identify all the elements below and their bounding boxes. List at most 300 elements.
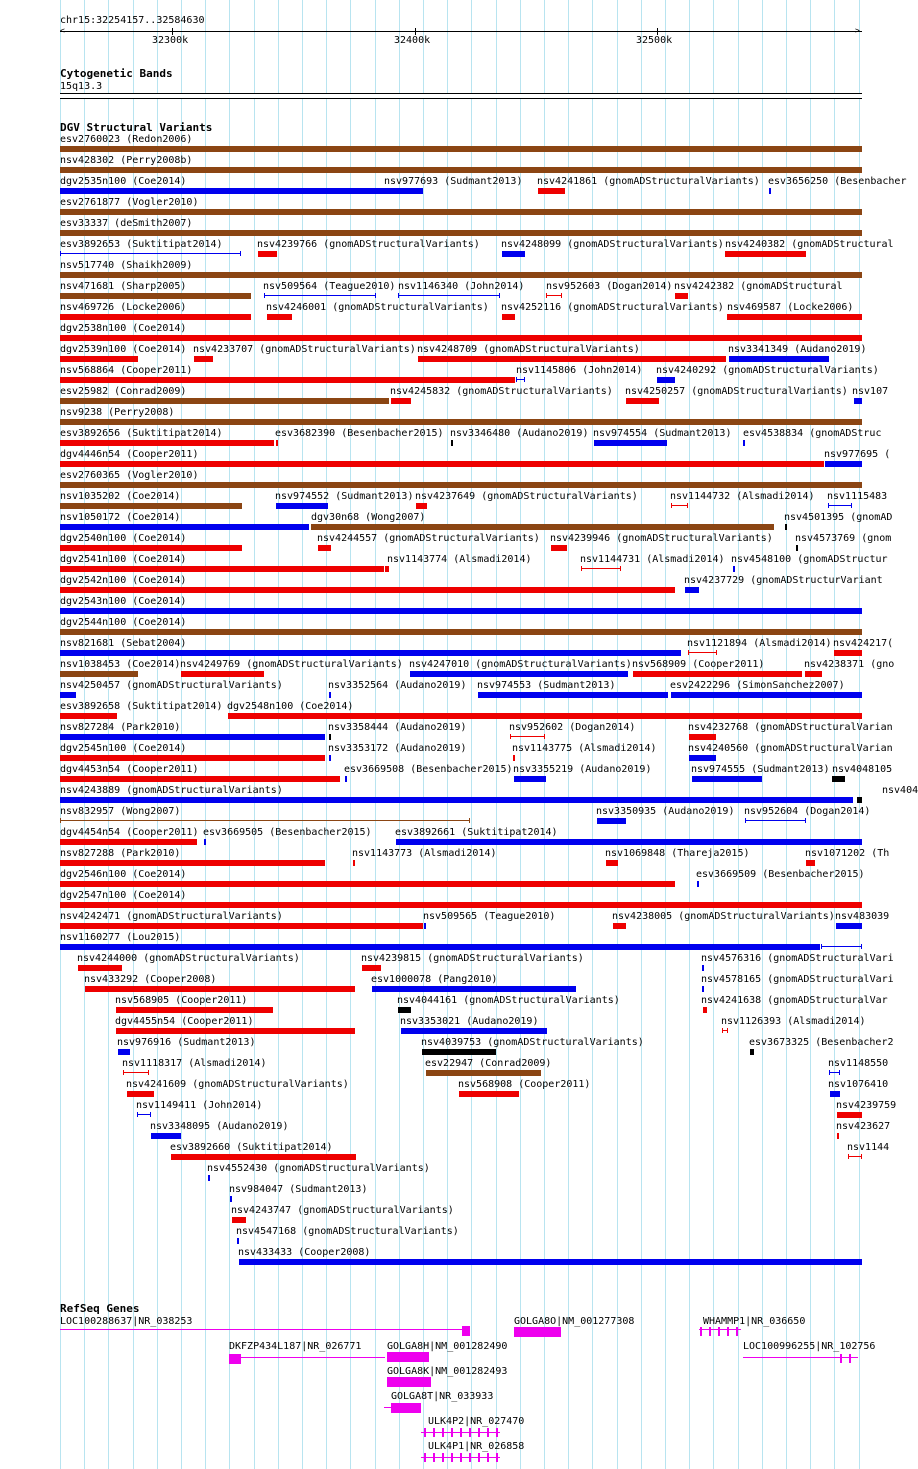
- feature-bar[interactable]: [743, 440, 745, 446]
- feature-bar[interactable]: [60, 545, 242, 551]
- gene-label[interactable]: LOC100996255|NR_102756: [743, 1341, 876, 1352]
- feature-label[interactable]: nsv1144731 (Alsmadi2014): [580, 554, 725, 565]
- feature-bar[interactable]: [729, 356, 829, 362]
- feature-bar[interactable]: [60, 923, 423, 929]
- feature-bar[interactable]: [806, 860, 815, 866]
- feature-bar[interactable]: [276, 503, 328, 509]
- feature-bar[interactable]: [60, 440, 274, 446]
- feature-bar[interactable]: [750, 1049, 754, 1055]
- feature-label[interactable]: nsv952603 (Dogan2014): [546, 281, 673, 292]
- feature-bar[interactable]: [613, 923, 626, 929]
- feature-bar[interactable]: [194, 356, 213, 362]
- feature-label[interactable]: dgv2548n100 (Coe2014): [227, 701, 354, 712]
- gene-label[interactable]: LOC100288637|NR_038253: [60, 1316, 193, 1327]
- feature-label[interactable]: nsv977693 (Sudmant2013): [384, 176, 523, 187]
- feature-label[interactable]: nsv4232768 (gnomADStructuralVarian: [688, 722, 893, 733]
- feature-label[interactable]: dgv2545n100 (Coe2014): [60, 743, 187, 754]
- gene-exon[interactable]: [514, 1327, 561, 1337]
- feature-bar[interactable]: [727, 314, 862, 320]
- feature-span[interactable]: [137, 1114, 151, 1115]
- feature-label[interactable]: nsv433292 (Cooper2008): [84, 974, 217, 985]
- feature-label[interactable]: nsv4252116 (gnomADStructuralVariants): [501, 302, 724, 313]
- feature-span[interactable]: [264, 295, 376, 296]
- feature-label[interactable]: esv3656250 (Besenbacher: [768, 176, 907, 187]
- feature-bar[interactable]: [703, 1007, 707, 1013]
- feature-bar[interactable]: [451, 440, 453, 446]
- feature-bar[interactable]: [385, 566, 389, 572]
- feature-label[interactable]: nsv4242471 (gnomADStructuralVariants): [60, 911, 283, 922]
- feature-bar[interactable]: [834, 650, 862, 656]
- feature-label[interactable]: nsv3348095 (Audano2019): [150, 1121, 289, 1132]
- feature-label[interactable]: nsv4244557 (gnomADStructuralVariants): [317, 533, 540, 544]
- feature-span[interactable]: [828, 505, 852, 506]
- feature-bar[interactable]: [60, 671, 138, 677]
- feature-bar[interactable]: [837, 1133, 839, 1139]
- gene-exon[interactable]: [391, 1403, 421, 1413]
- feature-label[interactable]: nsv4243889 (gnomADStructuralVariants): [60, 785, 283, 796]
- feature-label[interactable]: nsv1143773 (Alsmadi2014): [352, 848, 497, 859]
- gene-exon-ticks[interactable]: [840, 1354, 858, 1363]
- feature-label[interactable]: nsv404: [882, 785, 918, 796]
- feature-label[interactable]: esv3892656 (Suktitipat2014): [60, 428, 223, 439]
- feature-label[interactable]: nsv1038453 (Coe2014): [60, 659, 181, 670]
- feature-bar[interactable]: [502, 314, 515, 320]
- feature-label[interactable]: dgv4454n54 (Cooper2011): [60, 827, 199, 838]
- feature-label[interactable]: nsv4245832 (gnomADStructuralVariants): [390, 386, 613, 397]
- gene-exon-ticks[interactable]: [424, 1428, 500, 1437]
- feature-label[interactable]: dgv4446n54 (Cooper2011): [60, 449, 199, 460]
- feature-label[interactable]: nsv4246001 (gnomADStructuralVariants): [266, 302, 489, 313]
- feature-bar[interactable]: [60, 272, 862, 278]
- feature-bar[interactable]: [671, 692, 862, 698]
- feature-label[interactable]: dgv2538n100 (Coe2014): [60, 323, 187, 334]
- feature-bar[interactable]: [60, 629, 862, 635]
- feature-bar[interactable]: [116, 1007, 273, 1013]
- feature-bar[interactable]: [318, 545, 331, 551]
- feature-label[interactable]: esv3892660 (Suktitipat2014): [170, 1142, 333, 1153]
- gene-label[interactable]: GOLGA8T|NR_033933: [391, 1391, 494, 1402]
- feature-label[interactable]: nsv4240292 (gnomADStructuralVariants): [656, 365, 879, 376]
- feature-bar[interactable]: [401, 1028, 547, 1034]
- gene-exon[interactable]: [387, 1377, 431, 1387]
- feature-label[interactable]: nsv423627: [836, 1121, 891, 1132]
- feature-bar[interactable]: [60, 650, 681, 656]
- gene-label[interactable]: ULK4P1|NR_026858: [428, 1441, 525, 1452]
- feature-bar[interactable]: [60, 356, 138, 362]
- feature-span[interactable]: [510, 736, 545, 737]
- gene-exon-ticks[interactable]: [700, 1327, 741, 1336]
- feature-span[interactable]: [546, 295, 562, 296]
- gene-label[interactable]: DKFZP434L187|NR_026771: [229, 1341, 362, 1352]
- feature-bar[interactable]: [60, 524, 309, 530]
- feature-label[interactable]: nsv1118317 (Alsmadi2014): [122, 1058, 267, 1069]
- feature-label[interactable]: esv1000078 (Pang2010): [371, 974, 498, 985]
- gene-label[interactable]: GOLGA8O|NM_001277308: [514, 1316, 635, 1327]
- feature-bar[interactable]: [60, 881, 675, 887]
- feature-bar[interactable]: [372, 986, 576, 992]
- feature-label[interactable]: nsv1076410: [828, 1079, 889, 1090]
- feature-bar[interactable]: [689, 755, 716, 761]
- feature-label[interactable]: nsv952604 (Dogan2014): [744, 806, 871, 817]
- feature-bar[interactable]: [267, 314, 292, 320]
- feature-label[interactable]: nsv1144732 (Alsmadi2014): [670, 491, 815, 502]
- gene-intron[interactable]: [241, 1357, 385, 1358]
- feature-bar[interactable]: [204, 839, 206, 845]
- gene-label[interactable]: GOLGA8K|NM_001282493: [387, 1366, 508, 1377]
- feature-span[interactable]: [581, 568, 621, 569]
- gene-label[interactable]: GOLGA8H|NM_001282490: [387, 1341, 508, 1352]
- feature-label[interactable]: nsv4241638 (gnomADStructuralVar: [701, 995, 888, 1006]
- feature-label[interactable]: nsv4243747 (gnomADStructuralVariants): [231, 1205, 454, 1216]
- feature-label[interactable]: nsv4249769 (gnomADStructuralVariants): [180, 659, 403, 670]
- feature-bar[interactable]: [857, 797, 862, 803]
- feature-label[interactable]: dgv2547n100 (Coe2014): [60, 890, 187, 901]
- feature-label[interactable]: nsv3346480 (Audano2019): [450, 428, 589, 439]
- feature-bar[interactable]: [424, 923, 426, 929]
- feature-label[interactable]: esv3892653 (Suktitipat2014): [60, 239, 223, 250]
- feature-bar[interactable]: [78, 965, 122, 971]
- feature-bar[interactable]: [854, 398, 862, 404]
- feature-bar[interactable]: [514, 776, 546, 782]
- feature-label[interactable]: nsv1160277 (Lou2015): [60, 932, 181, 943]
- feature-bar[interactable]: [276, 440, 278, 446]
- feature-label[interactable]: dgv2535n100 (Coe2014): [60, 176, 187, 187]
- feature-bar[interactable]: [692, 776, 762, 782]
- feature-label[interactable]: nsv984047 (Sudmant2013): [229, 1184, 368, 1195]
- feature-label[interactable]: nsv1035202 (Coe2014): [60, 491, 181, 502]
- feature-label[interactable]: nsv433433 (Cooper2008): [238, 1247, 371, 1258]
- feature-label[interactable]: nsv4239946 (gnomADStructuralVariants): [550, 533, 773, 544]
- feature-label[interactable]: nsv4578165 (gnomADStructuralVari: [701, 974, 894, 985]
- feature-bar[interactable]: [60, 902, 862, 908]
- gene-exon-ticks[interactable]: [424, 1453, 500, 1462]
- feature-label[interactable]: nsv4233707 (gnomADStructuralVariants): [193, 344, 416, 355]
- feature-label[interactable]: nsv4238371 (gno: [804, 659, 895, 670]
- feature-bar[interactable]: [426, 1070, 541, 1076]
- feature-bar[interactable]: [384, 188, 423, 194]
- feature-bar[interactable]: [60, 839, 197, 845]
- feature-label[interactable]: esv3669505 (Besenbacher2015): [203, 827, 372, 838]
- feature-label[interactable]: nsv4576316 (gnomADStructuralVari: [701, 953, 894, 964]
- gene-label[interactable]: ULK4P2|NR_027470: [428, 1416, 525, 1427]
- feature-bar[interactable]: [725, 251, 806, 257]
- feature-bar[interactable]: [837, 1112, 862, 1118]
- feature-bar[interactable]: [171, 1154, 356, 1160]
- feature-bar[interactable]: [60, 314, 251, 320]
- feature-label[interactable]: nsv952602 (Dogan2014): [509, 722, 636, 733]
- feature-bar[interactable]: [60, 167, 862, 173]
- feature-label[interactable]: nsv1149411 (John2014): [136, 1100, 263, 1111]
- feature-label[interactable]: esv3673325 (Besenbacher2: [749, 1037, 894, 1048]
- feature-bar[interactable]: [127, 1091, 154, 1097]
- feature-label[interactable]: nsv471681 (Sharp2005): [60, 281, 187, 292]
- feature-bar[interactable]: [391, 398, 411, 404]
- feature-label[interactable]: nsv1143774 (Alsmadi2014): [387, 554, 532, 565]
- feature-label[interactable]: nsv469587 (Locke2006): [727, 302, 854, 313]
- feature-bar[interactable]: [685, 587, 699, 593]
- feature-bar[interactable]: [60, 482, 862, 488]
- feature-bar[interactable]: [228, 713, 862, 719]
- feature-label[interactable]: nsv4238005 (gnomADStructuralVariants): [612, 911, 835, 922]
- feature-bar[interactable]: [151, 1133, 181, 1139]
- feature-label[interactable]: nsv4242382 (gnomADStructural: [674, 281, 843, 292]
- feature-label[interactable]: nsv4044161 (gnomADStructuralVariants): [397, 995, 620, 1006]
- feature-label[interactable]: nsv974554 (Sudmant2013): [593, 428, 732, 439]
- feature-bar[interactable]: [237, 1238, 239, 1244]
- feature-bar[interactable]: [60, 566, 384, 572]
- feature-label[interactable]: nsv4244000 (gnomADStructuralVariants): [77, 953, 300, 964]
- feature-label[interactable]: nsv4547168 (gnomADStructuralVariants): [236, 1226, 459, 1237]
- feature-bar[interactable]: [60, 419, 862, 425]
- feature-bar[interactable]: [60, 503, 242, 509]
- feature-bar[interactable]: [398, 1007, 411, 1013]
- feature-span[interactable]: [398, 295, 500, 296]
- feature-label[interactable]: nsv568909 (Cooper2011): [632, 659, 765, 670]
- feature-label[interactable]: nsv4248709 (gnomADStructuralVariants): [417, 344, 640, 355]
- feature-bar[interactable]: [422, 1049, 496, 1055]
- feature-bar[interactable]: [60, 692, 76, 698]
- feature-label[interactable]: dgv2540n100 (Coe2014): [60, 533, 187, 544]
- feature-bar[interactable]: [785, 524, 787, 530]
- feature-label[interactable]: dgv4455n54 (Cooper2011): [115, 1016, 254, 1027]
- feature-span[interactable]: [688, 652, 717, 653]
- feature-label[interactable]: esv25982 (Conrad2009): [60, 386, 187, 397]
- feature-span[interactable]: [821, 946, 862, 947]
- feature-label[interactable]: dgv2541n100 (Coe2014): [60, 554, 187, 565]
- feature-label[interactable]: nsv517740 (Shaikh2009): [60, 260, 193, 271]
- feature-bar[interactable]: [60, 377, 515, 383]
- feature-bar[interactable]: [832, 776, 845, 782]
- feature-bar[interactable]: [502, 251, 525, 257]
- feature-label[interactable]: esv22947 (Conrad2009): [425, 1058, 552, 1069]
- feature-label[interactable]: nsv3341349 (Audano2019): [728, 344, 867, 355]
- feature-bar[interactable]: [60, 188, 384, 194]
- feature-label[interactable]: esv2422296 (SimonSanchez2007): [670, 680, 845, 691]
- feature-label[interactable]: nsv4240560 (gnomADStructuralVarian: [688, 743, 893, 754]
- feature-label[interactable]: dgv2542n100 (Coe2014): [60, 575, 187, 586]
- feature-bar[interactable]: [551, 545, 567, 551]
- feature-label[interactable]: esv3669509 (Besenbacher2015): [696, 869, 865, 880]
- feature-label[interactable]: nsv1071202 (Th: [805, 848, 890, 859]
- feature-label[interactable]: dgv4453n54 (Cooper2011): [60, 764, 199, 775]
- feature-label[interactable]: nsv1126393 (Alsmadi2014): [721, 1016, 866, 1027]
- feature-bar[interactable]: [60, 209, 862, 215]
- feature-label[interactable]: nsv428302 (Perry2008b): [60, 155, 193, 166]
- feature-bar[interactable]: [538, 188, 565, 194]
- feature-bar[interactable]: [60, 587, 675, 593]
- feature-label[interactable]: nsv509565 (Teague2010): [423, 911, 556, 922]
- feature-label[interactable]: nsv4250257 (gnomADStructuralVariants): [625, 386, 848, 397]
- feature-bar[interactable]: [181, 671, 264, 677]
- feature-label[interactable]: esv4538834 (gnomADStruc: [743, 428, 882, 439]
- feature-bar[interactable]: [60, 335, 862, 341]
- feature-label[interactable]: esv2760023 (Redon2006): [60, 134, 193, 145]
- feature-bar[interactable]: [410, 671, 628, 677]
- feature-label[interactable]: nsv4240382 (gnomADStructural: [725, 239, 894, 250]
- feature-bar[interactable]: [60, 776, 340, 782]
- feature-bar[interactable]: [353, 860, 355, 866]
- feature-label[interactable]: nsv832957 (Wong2007): [60, 806, 181, 817]
- feature-bar[interactable]: [830, 1091, 840, 1097]
- feature-label[interactable]: nsv1143775 (Alsmadi2014): [512, 743, 657, 754]
- feature-label[interactable]: nsv9238 (Perry2008): [60, 407, 175, 418]
- feature-label[interactable]: nsv568864 (Cooper2011): [60, 365, 193, 376]
- feature-label[interactable]: esv3669508 (Besenbacher2015): [344, 764, 513, 775]
- feature-label[interactable]: nsv3355219 (Audano2019): [513, 764, 652, 775]
- feature-label[interactable]: nsv4573769 (gnom: [795, 533, 892, 544]
- feature-label[interactable]: nsv976916 (Sudmant2013): [117, 1037, 256, 1048]
- feature-bar[interactable]: [362, 965, 381, 971]
- feature-label[interactable]: nsv3353021 (Audano2019): [400, 1016, 539, 1027]
- feature-span[interactable]: [671, 505, 688, 506]
- feature-label[interactable]: nsv568905 (Cooper2011): [115, 995, 248, 1006]
- feature-bar[interactable]: [594, 440, 667, 446]
- gene-label[interactable]: WHAMMP1|NR_036650: [703, 1316, 806, 1327]
- feature-span[interactable]: [123, 1072, 149, 1073]
- feature-bar[interactable]: [825, 461, 862, 467]
- feature-bar[interactable]: [60, 734, 325, 740]
- feature-bar[interactable]: [60, 230, 862, 236]
- feature-bar[interactable]: [702, 965, 704, 971]
- feature-bar[interactable]: [418, 356, 726, 362]
- feature-label[interactable]: nsv509564 (Teague2010): [263, 281, 396, 292]
- feature-bar[interactable]: [118, 1049, 130, 1055]
- feature-bar[interactable]: [60, 461, 824, 467]
- feature-label[interactable]: dgv2539n100 (Coe2014): [60, 344, 187, 355]
- feature-span[interactable]: [60, 820, 470, 821]
- feature-label[interactable]: nsv1115483: [827, 491, 888, 502]
- feature-label[interactable]: nsv4247010 (gnomADStructuralVariants): [409, 659, 632, 670]
- feature-label[interactable]: nsv1050172 (Coe2014): [60, 512, 181, 523]
- feature-label[interactable]: esv2761877 (Vogler2010): [60, 197, 199, 208]
- feature-label[interactable]: nsv977695 (: [824, 449, 891, 460]
- feature-label[interactable]: nsv1145806 (John2014): [516, 365, 643, 376]
- feature-label[interactable]: nsv1146340 (John2014): [398, 281, 525, 292]
- feature-bar[interactable]: [60, 755, 325, 761]
- feature-span[interactable]: [745, 820, 806, 821]
- feature-bar[interactable]: [60, 293, 251, 299]
- feature-label[interactable]: esv3892661 (Suktitipat2014): [395, 827, 558, 838]
- feature-span[interactable]: [60, 253, 241, 254]
- feature-bar[interactable]: [345, 776, 347, 782]
- feature-label[interactable]: nsv827288 (Park2010): [60, 848, 181, 859]
- feature-label[interactable]: dgv2546n100 (Coe2014): [60, 869, 187, 880]
- feature-bar[interactable]: [633, 671, 802, 677]
- feature-label[interactable]: esv33337 (deSmith2007): [60, 218, 193, 229]
- feature-bar[interactable]: [230, 1196, 232, 1202]
- feature-bar[interactable]: [329, 692, 331, 698]
- feature-label[interactable]: esv3682390 (Besenbacher2015): [275, 428, 444, 439]
- feature-bar[interactable]: [396, 839, 862, 845]
- feature-bar[interactable]: [60, 608, 862, 614]
- feature-bar[interactable]: [689, 734, 716, 740]
- feature-bar[interactable]: [258, 251, 277, 257]
- feature-label[interactable]: esv3892658 (Suktitipat2014): [60, 701, 223, 712]
- feature-label[interactable]: nsv821681 (Sebat2004): [60, 638, 187, 649]
- feature-bar[interactable]: [675, 293, 688, 299]
- gene-intron[interactable]: [60, 1329, 470, 1330]
- feature-label[interactable]: nsv469726 (Locke2006): [60, 302, 187, 313]
- feature-bar[interactable]: [836, 923, 862, 929]
- feature-label[interactable]: nsv4239766 (gnomADStructuralVariants): [257, 239, 480, 250]
- gene-exon[interactable]: [229, 1354, 241, 1364]
- feature-label[interactable]: dgv2544n100 (Coe2014): [60, 617, 187, 628]
- feature-label[interactable]: esv2760365 (Vogler2010): [60, 470, 199, 481]
- feature-label[interactable]: nsv568908 (Cooper2011): [458, 1079, 591, 1090]
- feature-label[interactable]: nsv3352564 (Audano2019): [328, 680, 467, 691]
- feature-label[interactable]: nsv4241609 (gnomADStructuralVariants): [126, 1079, 349, 1090]
- feature-bar[interactable]: [85, 986, 355, 992]
- gene-exon[interactable]: [387, 1352, 429, 1362]
- feature-span[interactable]: [848, 1156, 862, 1157]
- feature-label[interactable]: nsv974555 (Sudmant2013): [691, 764, 830, 775]
- feature-label[interactable]: nsv1069848 (Thareja2015): [605, 848, 750, 859]
- feature-bar[interactable]: [416, 503, 427, 509]
- feature-label[interactable]: nsv3358444 (Audano2019): [328, 722, 467, 733]
- feature-bar[interactable]: [60, 398, 389, 404]
- feature-label[interactable]: nsv1148550: [828, 1058, 889, 1069]
- feature-label[interactable]: nsv4237729 (gnomADStructurVariant: [684, 575, 883, 586]
- feature-bar[interactable]: [60, 146, 862, 152]
- feature-label[interactable]: nsv4237649 (gnomADStructuralVariants): [415, 491, 638, 502]
- feature-label[interactable]: dgv30n68 (Wong2007): [311, 512, 426, 523]
- feature-bar[interactable]: [60, 713, 117, 719]
- feature-bar[interactable]: [626, 398, 659, 404]
- feature-bar[interactable]: [116, 1028, 355, 1034]
- feature-label[interactable]: nsv4239759: [836, 1100, 897, 1111]
- feature-bar[interactable]: [329, 755, 331, 761]
- feature-bar[interactable]: [769, 188, 771, 194]
- feature-label[interactable]: nsv4048105: [832, 764, 893, 775]
- feature-bar[interactable]: [513, 755, 515, 761]
- feature-label[interactable]: nsv107: [852, 386, 889, 397]
- feature-bar[interactable]: [60, 797, 853, 803]
- gene-exon[interactable]: [462, 1326, 470, 1336]
- feature-bar[interactable]: [232, 1217, 246, 1223]
- feature-bar[interactable]: [208, 1175, 210, 1181]
- feature-label[interactable]: nsv4552430 (gnomADStructuralVariants): [207, 1163, 430, 1174]
- feature-bar[interactable]: [60, 860, 325, 866]
- feature-bar[interactable]: [311, 524, 774, 530]
- feature-label[interactable]: nsv424217(: [833, 638, 894, 649]
- feature-label[interactable]: nsv827284 (Park2010): [60, 722, 181, 733]
- feature-label[interactable]: nsv4239815 (gnomADStructuralVariants): [361, 953, 584, 964]
- feature-bar[interactable]: [702, 986, 704, 992]
- feature-bar[interactable]: [697, 881, 699, 887]
- feature-label[interactable]: nsv974552 (Sudmant2013): [275, 491, 414, 502]
- feature-label[interactable]: nsv3353172 (Audano2019): [328, 743, 467, 754]
- feature-bar[interactable]: [239, 1259, 862, 1265]
- feature-bar[interactable]: [478, 692, 668, 698]
- feature-bar[interactable]: [657, 377, 675, 383]
- feature-label[interactable]: nsv1121894 (Alsmadi2014): [687, 638, 832, 649]
- feature-bar[interactable]: [796, 545, 798, 551]
- feature-bar[interactable]: [606, 860, 618, 866]
- feature-label[interactable]: dgv2543n100 (Coe2014): [60, 596, 187, 607]
- feature-bar[interactable]: [60, 944, 820, 950]
- feature-label[interactable]: nsv4241861 (gnomADStructuralVariants): [537, 176, 760, 187]
- feature-label[interactable]: nsv1144: [847, 1142, 890, 1153]
- feature-bar[interactable]: [805, 671, 822, 677]
- feature-label[interactable]: nsv483039: [835, 911, 890, 922]
- feature-bar[interactable]: [733, 566, 735, 572]
- feature-label[interactable]: nsv3350935 (Audano2019): [596, 806, 735, 817]
- feature-bar[interactable]: [329, 734, 331, 740]
- feature-label[interactable]: nsv974553 (Sudmant2013): [477, 680, 616, 691]
- feature-bar[interactable]: [459, 1091, 519, 1097]
- feature-label[interactable]: nsv4250457 (gnomADStructuralVariants): [60, 680, 283, 691]
- feature-label[interactable]: nsv4248099 (gnomADStructuralVariants): [501, 239, 724, 250]
